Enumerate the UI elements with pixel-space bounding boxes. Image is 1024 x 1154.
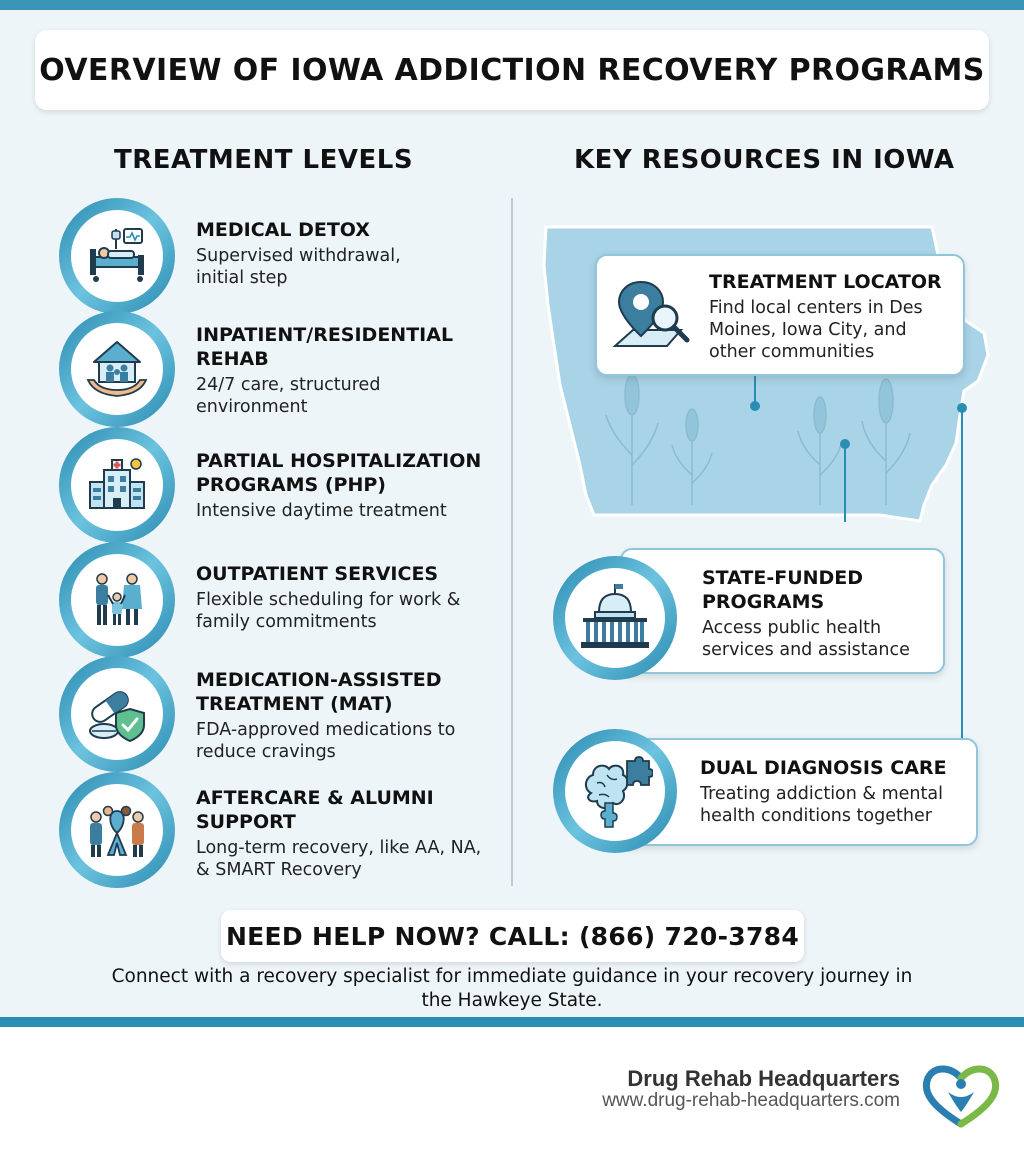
level-outpatient bbox=[196, 562, 506, 633]
resource-icon-state-funded bbox=[553, 556, 677, 680]
level-icon-medical-detox bbox=[59, 198, 175, 314]
hospital-bed-icon bbox=[84, 223, 150, 289]
title-banner bbox=[35, 30, 989, 110]
level-title: INPATIENT/RESIDENTIAL REHAB bbox=[196, 324, 454, 370]
callout-desc: Treating addiction & mental health conditions together bbox=[700, 784, 943, 826]
cta-subtext: Connect with a recovery specialist for immediate guidance in your recovery journey in the Hawkeye State. bbox=[111, 966, 913, 1011]
callout-desc: Find local centers in Des Moines, Iowa City, and other communities bbox=[709, 298, 923, 362]
top-accent-bar bbox=[0, 0, 1024, 10]
house-family-hands-icon bbox=[84, 336, 150, 402]
page-title: OVERVIEW OF IOWA ADDICTION RECOVERY PROGRAMS bbox=[39, 52, 985, 88]
hospital-building-icon bbox=[84, 452, 150, 518]
level-desc: Intensive daytime treatment bbox=[196, 501, 447, 521]
treatment-levels-heading: TREATMENT LEVELS bbox=[114, 145, 414, 175]
level-desc: Supervised withdrawal, initial step bbox=[196, 246, 401, 288]
level-title: OUTPATIENT SERVICES bbox=[196, 563, 439, 585]
help-hotline-banner[interactable] bbox=[221, 910, 804, 962]
brand-name: Drug Rehab Headquarters bbox=[627, 1066, 900, 1091]
pill-shield-icon bbox=[84, 681, 150, 747]
level-desc: Flexible scheduling for work & family commitments bbox=[196, 590, 461, 632]
callout-desc: Access public health services and assistance bbox=[702, 618, 910, 660]
callout-treatment-locator bbox=[595, 254, 965, 376]
brand-url[interactable]: www.drug-rehab-headquarters.com bbox=[602, 1090, 900, 1111]
callout-title: DUAL DIAGNOSIS CARE bbox=[700, 757, 947, 779]
level-desc: Long-term recovery, like AA, NA, & SMART Recovery bbox=[196, 838, 482, 880]
callout-title: TREATMENT LOCATOR bbox=[709, 271, 942, 293]
level-icon-inpatient bbox=[59, 311, 175, 427]
hotline-text[interactable]: NEED HELP NOW? CALL: (866) 720-3784 bbox=[225, 921, 800, 951]
level-desc: 24/7 care, structured environment bbox=[196, 375, 381, 417]
level-medical-detox bbox=[196, 218, 506, 289]
column-divider bbox=[511, 198, 513, 886]
capitol-building-icon bbox=[577, 580, 653, 656]
level-icon-aftercare bbox=[59, 772, 175, 888]
resource-icon-dual-diagnosis bbox=[553, 729, 677, 853]
level-php bbox=[196, 449, 506, 522]
bottom-accent-bar bbox=[0, 1017, 1024, 1027]
map-pin-magnifier-icon bbox=[611, 276, 697, 356]
level-inpatient bbox=[196, 323, 506, 418]
level-desc: FDA-approved medications to reduce cravings bbox=[196, 720, 456, 762]
family-icon bbox=[84, 567, 150, 633]
level-title: PARTIAL HOSPITALIZATION PROGRAMS (PHP) bbox=[196, 450, 482, 496]
level-aftercare bbox=[196, 786, 506, 881]
level-icon-mat bbox=[59, 656, 175, 772]
brain-puzzle-icon bbox=[577, 753, 653, 829]
level-title: MEDICAL DETOX bbox=[196, 219, 370, 241]
level-title: AFTERCARE & ALUMNI SUPPORT bbox=[196, 787, 434, 833]
level-icon-outpatient bbox=[59, 542, 175, 658]
level-title: MEDICATION-ASSISTED TREATMENT (MAT) bbox=[196, 669, 442, 715]
level-icon-php bbox=[59, 427, 175, 543]
level-mat bbox=[196, 668, 506, 763]
key-resources-heading: KEY RESOURCES IN IOWA bbox=[574, 145, 955, 175]
support-group-ribbon-icon bbox=[84, 797, 150, 863]
heart-person-logo-icon bbox=[918, 1062, 1004, 1128]
callout-title: STATE-FUNDED PROGRAMS bbox=[702, 567, 864, 613]
